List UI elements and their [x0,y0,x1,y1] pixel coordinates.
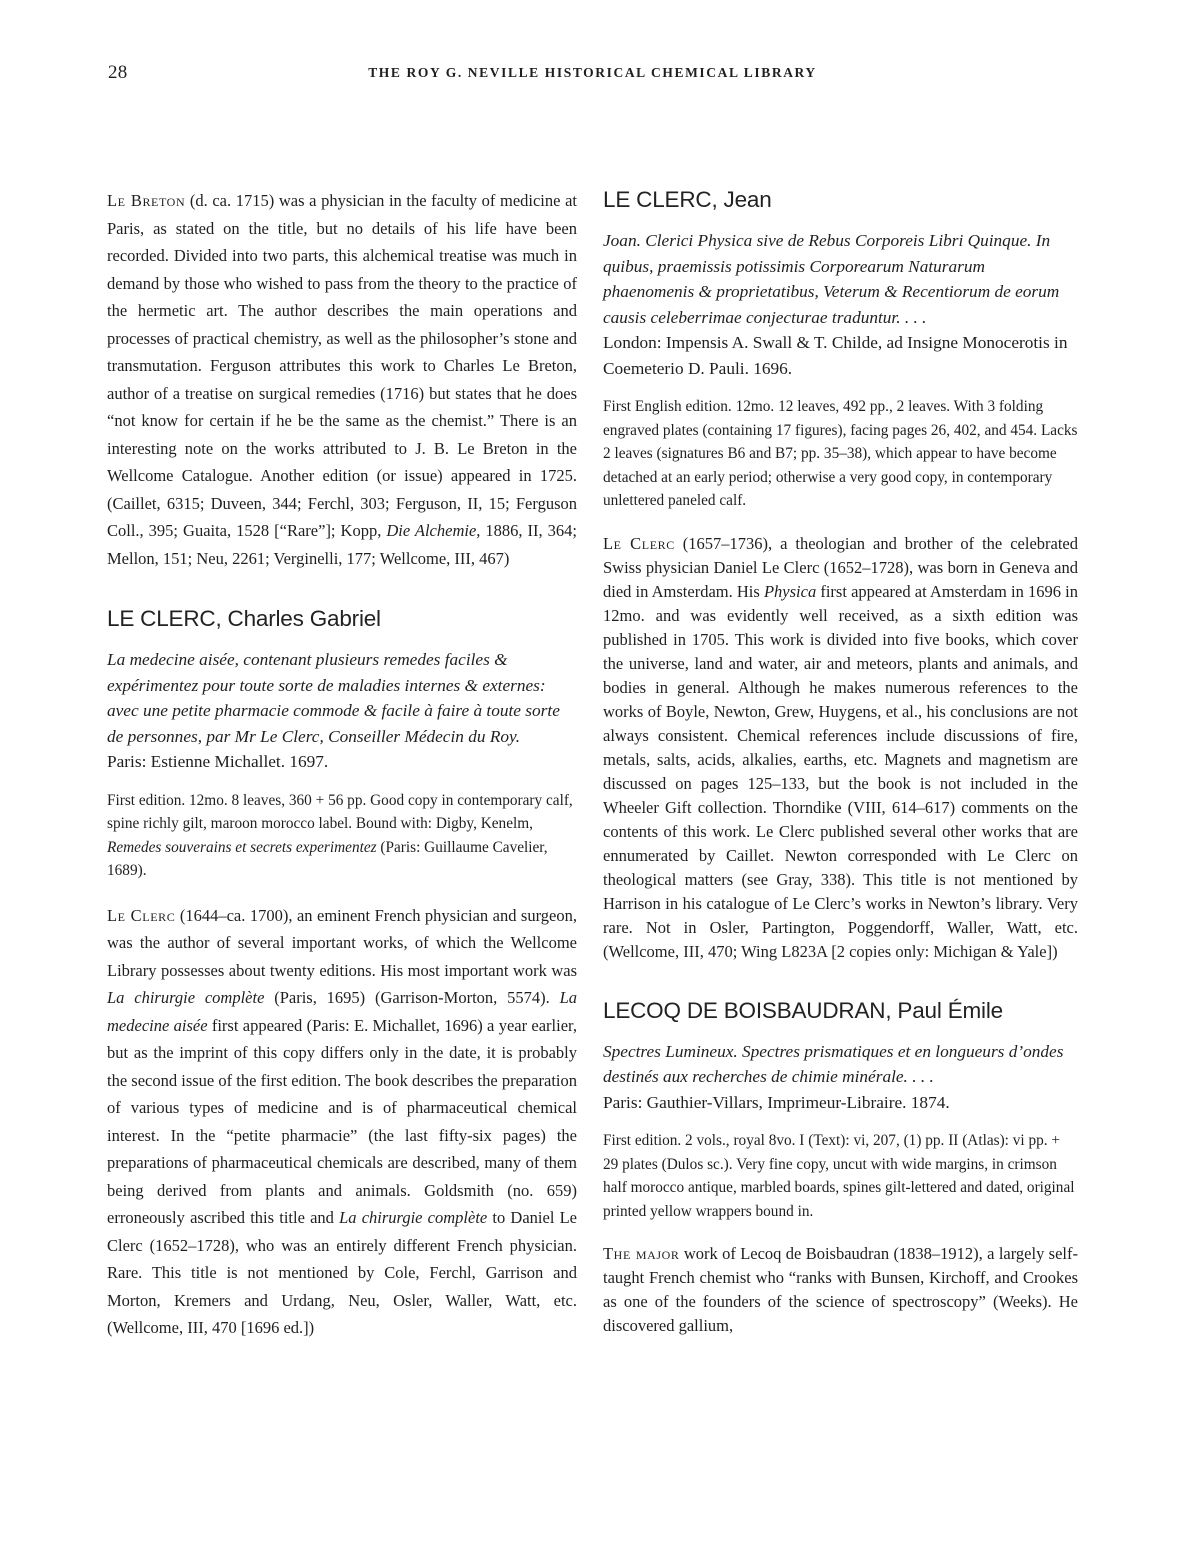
body-text: (1644–ca. 1700), an eminent French physician and surgeon, was the author of several important works, of which the Wellcome Library possesses about twenty editions. His most important work was [107,905,577,980]
page-number: 28 [108,62,128,83]
italic-title-text: Joan. Clerici Physica sive de Rebus Corporeis Libri Quinque. In quibus, praemissis potissimis Corporearum Naturarum phaenomenis & proprietatibus, Veterum & Recentiorum de eorum causis celeberrimae conjecturae traduntur. . . . [603,231,1060,327]
entry-heading: LE CLERC, Jean [603,187,772,212]
italic-title-text: Die Alchemie, [386,521,481,540]
italic-title-text: Spectres Lumineux. Spectres prismatiques et en longueurs d’ondes destinés aux recherches de chimie minérale. . . . [603,1041,1064,1086]
small-caps-lead-in: Le Clerc [603,533,675,553]
italic-title-text: La chirurgie complète [107,988,265,1007]
italic-title-text: Physica [763,581,817,601]
body-text: Paris: Gauthier-Villars, Imprimeur-Libraire. 1874. [603,1092,950,1112]
entry-paragraph [107,902,577,1342]
two-column-text [107,187,1078,1362]
italic-title-text: Remedes souverains et secrets experimentez [107,838,377,856]
small-caps-lead-in: The major [603,1244,680,1263]
body-text: first appeared at Amsterdam in 1696 in 12mo. and was evidently well received, as a sixth edition was published in 1705. This work is divided into five books, which cover the universe, land and water, air and meteors, plants and animals, and bodies in general. Although he makes numerous references to the works of Boyle, Newton, Grew, Huygens, et al., his conclusions are not always consistent. Chemical references include discussions of fire, metals, salts, acids, alkalies, earths, etc. Magnets and magnetism are discussed on pages 125–133, but the book is not included in the Wheeler Gift collection. Thorndike (VIII, 614–617) comments on the contents of this work. Le Clerc published several other works that are ennumerated by Caillet. Newton corresponded with Le Clerc on theological matters (see Gray, 338). This title is not mentioned by Harrison in his catalogue of Le Clerc’s works in Newton’s library. Very rare. Not in Osler, Partington, Poggendorff, Waller, Watt, etc. (Wellcome, III, 470; Wing L823A [2 copies only: Michigan & Yale]) [603,581,1079,961]
entry-paragraph [107,187,577,572]
body-text: 1886, II, 364; Mellon, 151; Neu, 2261; Verginelli, 177; Wellcome, III, 467) [107,521,577,568]
entry-heading: LECOQ DE BOISBAUDRAN, Paul Émile [603,997,1003,1023]
body-text: (Paris, 1695) (Garrison-Morton, 5574). [264,988,560,1007]
running-head-title: THE ROY G. NEVILLE HISTORICAL CHEMICAL LIBRARY [368,65,817,80]
body-text: first appeared (Paris: E. Michallet, 1696) a year earlier, but as the imprint of this copy differs only in the date, it is probably the second issue of the first edition. The book describes the preparation of various types of medicine and is of pharmaceutical chemical interest. In the “petite pharmacie” (the last fifty-six pages) the preparations of pharmaceutical chemicals are described, many of them being derived from plants and animals. Goldsmith (no. 659) erroneously ascribed this title and [107,1015,577,1227]
body-text: (d. ca. 1715) was a physician in the faculty of medicine at Paris, as stated on the title, but no details of his life have been recorded. Divided into two parts, this alchemical treatise was much in demand by those who wished to pass from the theory to the practice of the hermetic art. The author describes the main operations and processes of practical chemistry, as well as the philosopher’s stone and transmutation. Ferguson attributes this work to Charles Le Breton, author of a treatise on surgical remedies (1716) but states that he does “not know for certain if he be the same as the chemist.” There is an interesting note on the works attributed to J. B. Le Breton in the Wellcome Catalogue. Another edition (or issue) appeared in 1725. (Caillet, 6315; Duveen, 344; Ferchl, 303; Ferguson, II, 15; Ferguson Coll., 395; Guaita, 1528 [“Rare”]; Kopp, [107,191,577,540]
body-text: London: Impensis A. Swall & T. Childe, ad Insigne Monocerotis in Coemeterio D. Pauli. 1696. [603,333,1068,378]
left-column [107,187,577,1362]
running-head [107,60,1078,90]
entry-paragraph [603,1242,1078,1338]
entry-collation [603,395,1078,513]
entry-title [107,647,577,775]
small-caps-lead-in: Le Clerc [107,905,176,925]
body-text: (Paris: Guillaume Cavelier, 1689). [107,838,548,879]
small-caps-lead-in: Le Breton [107,191,186,210]
body-text: Paris: Estienne Michallet. 1697. [107,752,329,771]
entry-title [603,1039,1078,1116]
body-text: (1657–1736), a theologian and brother of the celebrated Swiss physician Daniel Le Clerc (1652–1728), was born in Geneva and died in Amsterdam. His [603,533,1078,601]
entry-collation [107,789,577,883]
entry-paragraph [603,532,1078,964]
entry-heading: LE CLERC, Charles Gabriel [107,606,381,631]
italic-title-text: La medecine aisée, contenant plusieurs remedes faciles & expérimentez pour toute sorte de maladies internes & externes: avec une petite pharmacie commode & facile à faire à toute sorte de personnes, par Mr Le Clerc, Conseiller Médecin du Roy. [107,650,560,746]
body-text: First edition. 12mo. 8 leaves, 360 + 56 pp. Good copy in contemporary calf, spine richly gilt, maroon morocco label. Bound with: Digby, Kenelm, [107,791,573,832]
italic-title-text: La chirurgie complète [339,1208,488,1227]
body-text: work of Lecoq de Boisbaudran (1838–1912), a largely self-taught French chemist who “ranks with Bunsen, Kirchoff, and Crookes as one of the founders of the science of spectroscopy” (Weeks). He discovered gallium, [603,1244,1078,1335]
right-column [603,187,1078,1358]
body-text: First English edition. 12mo. 12 leaves, 492 pp., 2 leaves. With 3 folding engraved plates (containing 17 figures), facing pages 26, 402, and 454. Lacks 2 leaves (signatures B6 and B7; pp. 35–38), which appear to have become detached at an early period; otherwise a very good copy, in contemporary unlettered paneled calf. [603,398,1078,509]
entry-collation [603,1129,1078,1223]
body-text: First edition. 2 vols., royal 8vo. I (Text): vi, 207, (1) pp. II (Atlas): vi pp. + 29 plates (Dulos sc.). Very fine copy, uncut with wide margins, in crimson half morocco antique, marbled boards, spines gilt-lettered and dated, original printed yellow wrappers bound in. [603,1132,1075,1220]
body-text: to Daniel Le Clerc (1652–1728), who was an entirely different French physician. Rare. This title is not mentioned by Cole, Ferchl, Garrison and Morton, Kremers and Urdang, Neu, Osler, Waller, Watt, etc. (Wellcome, III, 470 [1696 ed.]) [107,1208,577,1337]
entry-title [603,228,1078,381]
italic-title-text: La medecine aisée [107,988,577,1035]
